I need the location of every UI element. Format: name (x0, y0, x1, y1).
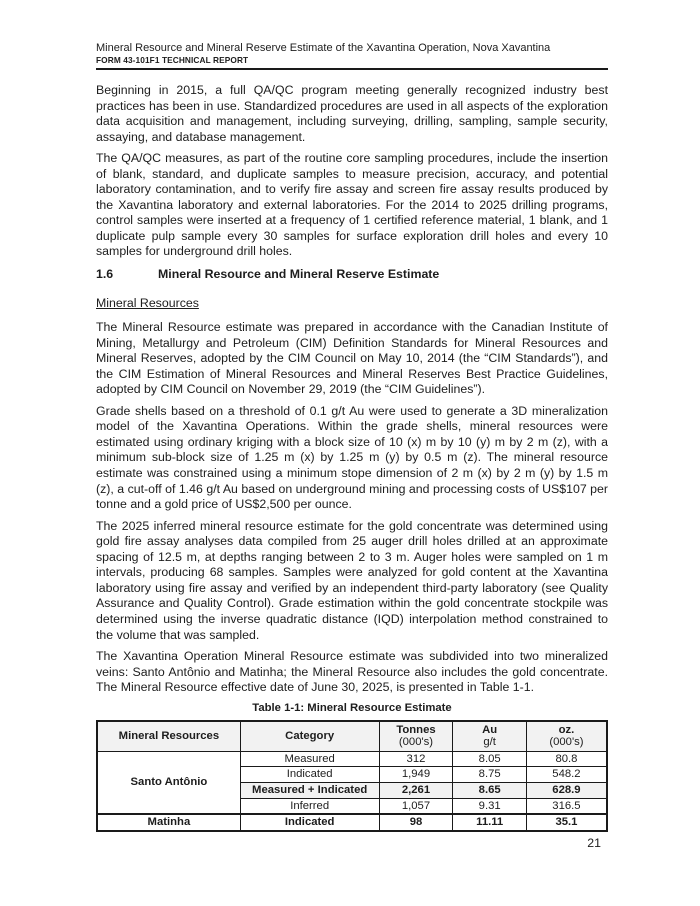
running-header (96, 42, 608, 70)
oz-cell: 35.1 (526, 814, 607, 831)
category-cell: Inferred (240, 798, 379, 814)
oz-cell: 316.5 (526, 798, 607, 814)
tonnes-cell: 2,261 (379, 783, 453, 799)
page-content (96, 42, 608, 832)
mineral-resource-table (96, 720, 608, 832)
tonnes-cell: 312 (379, 751, 453, 767)
column-header-main: oz. (558, 723, 575, 736)
column-header-main: Au (482, 723, 498, 736)
paragraph-inferred-estimate: The 2025 inferred mineral resource estimate for the gold concentrate was determined using gold fire assay analyses data compiled from 25 auger drill holes drilled at an approximate spacing of 12.5 m, at depths ranging between 2 to 3 m. Auger holes were sampled on 1 m intervals, producing 68 samples. Samples were analyzed for gold content at the Xavantina laboratory using fire assay and verified by an independent third-party laboratory (see Quality Assurance and Quality Control). Grade estimation within the gold concentrate stockpile was determined using the inverse quadratic distance (IQD) interpolation method constrained to the volume that was sampled. (96, 518, 608, 642)
column-header-tonnes (379, 721, 453, 752)
au-grade-cell: 8.75 (453, 767, 526, 783)
vein-cell-matinha: Matinha (97, 814, 240, 831)
column-header-unit: (000's) (549, 736, 584, 749)
report-title: Mineral Resource and Mineral Reserve Estimate of the Xavantina Operation, Nova Xavantina (96, 42, 551, 54)
tonnes-cell: 98 (379, 814, 453, 831)
category-cell: Indicated (240, 767, 379, 783)
section-title: Mineral Resource and Mineral Reserve Estimate (158, 267, 440, 282)
subheading-mineral-resources: Mineral Resources (96, 295, 199, 310)
column-header-oz (526, 721, 607, 752)
au-grade-cell: 9.31 (453, 798, 526, 814)
paragraph-qaqc-program: Beginning in 2015, a full QA/QC program meeting generally recognized industry best practices has been in use. Standardized procedures are used in all aspects of the exploration data acquisition and management, including surveying, drilling, sampling, sample security, assaying, and database management. (96, 83, 608, 144)
table-caption: Table 1-1: Mineral Resource Estimate (252, 701, 452, 714)
column-header-mineral-resources (97, 721, 240, 752)
table-header-row (97, 721, 607, 752)
column-header-main: Tonnes (396, 723, 436, 736)
paragraph-cim-standards: The Mineral Resource estimate was prepared in accordance with the Canadian Institute of Mining, Metallurgy and Petroleum (CIM) Definition Standards for Mineral Resources and Mineral Reserves, adopted by the CIM Council on May 10, 2014 (the “CIM Standards”), and the CIM Estimation of Mineral Resources and Mineral Reserves Best Practice Guidelines, adopted by CIM Council on November 29, 2019 (the “CIM Guidelines”). (96, 320, 608, 397)
column-header-main: Category (285, 729, 335, 742)
column-header-unit: (000's) (398, 736, 434, 749)
section-number: 1.6 (96, 267, 114, 282)
tonnes-cell: 1,057 (379, 798, 453, 814)
oz-cell: 628.9 (526, 783, 607, 799)
category-cell: Indicated (240, 814, 379, 831)
column-header-au (453, 721, 526, 752)
au-grade-cell: 11.11 (453, 814, 526, 831)
oz-cell: 548.2 (526, 767, 607, 783)
paragraph-grade-shells: Grade shells based on a threshold of 0.1 g/t Au were used to generate a 3D mineralization model of the Xavantina Operations. Within the grade shells, mineral resources were estimated using ordinary kriging with a block size of 10 (x) m by 10 (y) m by 2 m (z), with a minimum sub-block size of 1.25 m (x) by 1.25 m (y) by 0.5 m (z). The mineral resource estimate was constrained using a minimum stope dimension of 2 m (x) by 2 m (y) by 1.5 m (z), a cut-off of 1.46 g/t Au based on underground mining and processing costs of US$107 per tonne and a gold price of US$2,500 per ounce. (96, 403, 608, 512)
category-cell: Measured (240, 751, 379, 767)
table-row-measured (97, 751, 607, 767)
column-header-unit: g/t (483, 736, 496, 749)
oz-cell: 80.8 (526, 751, 607, 767)
paragraph-qaqc-measures: The QA/QC measures, as part of the routine core sampling procedures, include the insertion of blank, standard, and duplicate samples to measure precision, accuracy, and potential laboratory contamination, and to verify fire assay and screen fire assay results produced by the Xavantina laboratory and external laboratories. For the 2014 to 2025 drilling programs, control samples were inserted at a frequency of 1 certified reference material, 1 blank, and 1 duplicate pulp sample every 30 samples for surface exploration drill holes and every 10 samples for underground drill holes. (96, 151, 608, 259)
au-grade-cell: 8.65 (453, 783, 526, 799)
au-grade-cell: 8.05 (453, 751, 526, 767)
report-form-subtitle: FORM 43-101F1 TECHNICAL REPORT (96, 55, 249, 65)
paragraph-veins-subdivision: The Xavantina Operation Mineral Resource estimate was subdivided into two mineralized veins: Santo Antônio and Matinha; the Mineral Resource also includes the gold concentrate. The Mineral Resource effective date of June 30, 2025, is presented in Table 1-1. (96, 649, 608, 695)
column-header-category (240, 721, 379, 752)
page-number: 21 (587, 836, 601, 850)
vein-cell-santo-antonio: Santo Antônio (97, 751, 240, 814)
column-header-main: Mineral Resources (118, 729, 220, 742)
category-cell: Measured + Indicated (240, 783, 379, 799)
table-row-matinha (97, 814, 607, 831)
tonnes-cell: 1,949 (379, 767, 453, 783)
section-heading-1-6 (96, 267, 608, 283)
